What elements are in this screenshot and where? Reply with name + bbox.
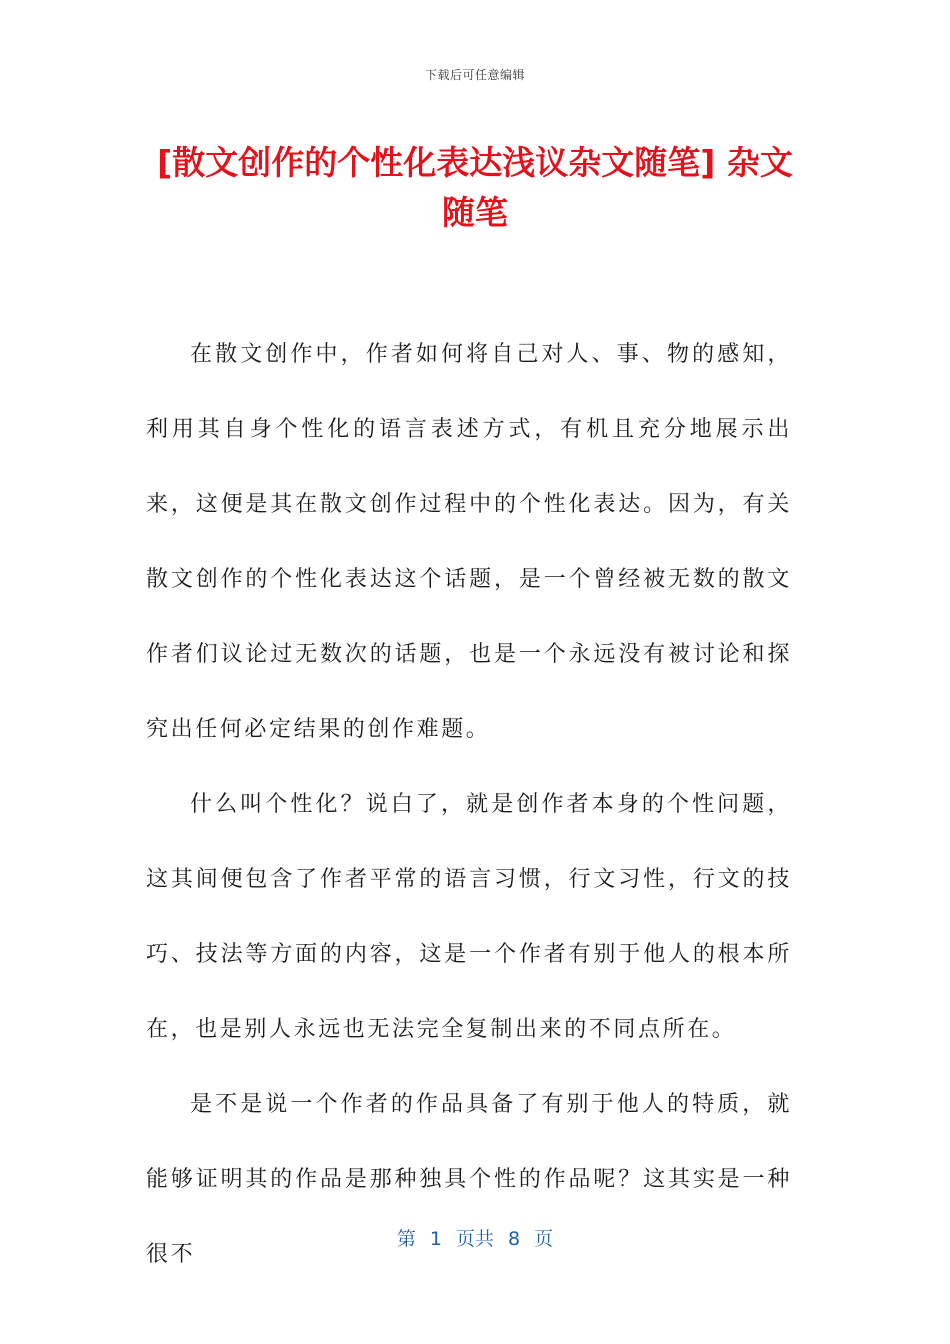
body-paragraph: 是不是说一个作者的作品具备了有别于他人的特质，就能够证明其的作品是那种独具个性的作品呢？这其实是一种很不 (146, 1092, 792, 1267)
footer-page-prefix: 第 (396, 1228, 416, 1250)
page-footer (0, 1224, 950, 1251)
document-body (146, 317, 792, 1292)
footer-page-suffix: 页 (534, 1228, 554, 1250)
body-paragraph: 在散文创作中，作者如何将自己对人、事、物的感知，利用其自身个性化的语言表述方式，有机且充分地展示出来，这便是其在散文创作过程中的个性化表达。因为，有关散文创作的个性化表达这个话题，是一个曾经被无数的散文作者们议论过无数次的话题，也是一个永远没有被讨论和探究出任何必定结果的创作难题。 (146, 342, 792, 742)
document-title: [散文创作的个性化表达浅议杂文随笔] 杂文随笔 (157, 143, 793, 232)
footer-page-middle: 页共 (455, 1228, 494, 1250)
page-header-note: 下载后可任意编辑 (424, 68, 525, 82)
footer-current-page: 1 (429, 1228, 442, 1250)
footer-total-pages: 8 (508, 1228, 521, 1250)
body-paragraph: 什么叫个性化？说白了，就是创作者本身的个性问题，这其间便包含了作者平常的语言习惯，行文习性，行文的技巧、技法等方面的内容，这是一个作者有别于他人的根本所在，也是别人永远也无法完全复制出来的不同点所在。 (146, 792, 792, 1042)
